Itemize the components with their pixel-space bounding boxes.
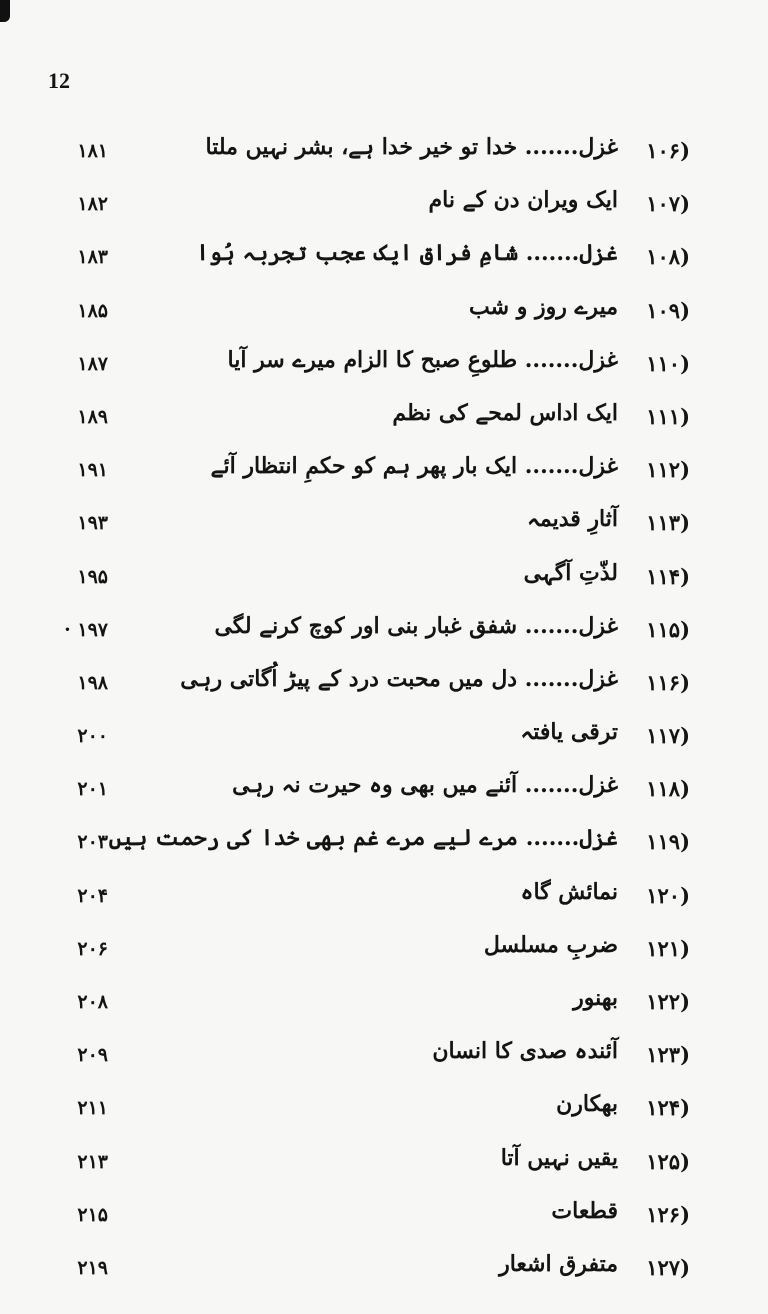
entry-title: غزل....... شفق غبار بنی اور کوچ کرنے لگی (214, 612, 618, 639)
toc-row[interactable] (0, 1196, 768, 1249)
entry-page: ۲۱۹ (77, 1256, 108, 1279)
entry-page: ۱۸۲ (77, 193, 108, 216)
entry-number: (۱۱۸ (646, 776, 690, 802)
page-number: 12 (48, 68, 70, 93)
entry-title: ترقی یافتہ (520, 719, 618, 746)
toc-row[interactable] (0, 132, 768, 185)
entry-number: (۱۲۶ (646, 1201, 690, 1227)
entry-title: نمائش گاہ (520, 878, 618, 905)
entry-page: ۱۹۵ (77, 565, 108, 588)
entry-page: ۱۹۷ · (64, 618, 108, 641)
toc-row[interactable] (0, 1249, 768, 1302)
entry-title: ضربِ مسلسل (483, 931, 618, 958)
entry-page: ۲۰۳ (77, 831, 108, 854)
entry-number: (۱۰۶ (646, 138, 690, 163)
entry-title: غزل....... آئنے میں بھی وہ حیرت نہ رہی (232, 772, 618, 799)
toc-row[interactable] (0, 345, 768, 398)
entry-number: (۱۱۴ (646, 563, 690, 589)
entry-title: غزل....... دل میں محبت درد کے پیڑ اُگاتی رہی (180, 665, 618, 692)
entry-page: ۲۰۶ (77, 937, 108, 960)
entry-number: (۱۱۷ (646, 723, 690, 749)
entry-page: ۲۰۰ (77, 725, 108, 748)
toc-row[interactable] (0, 504, 768, 557)
entry-number: (۱۲۵ (646, 1148, 690, 1174)
toc-row[interactable] (0, 877, 768, 930)
entry-title: متفرق اشعار (499, 1250, 618, 1277)
entry-number: (۱۲۳ (646, 1042, 690, 1068)
toc-row[interactable] (0, 664, 768, 717)
entry-title: لذّتِ آگہی (523, 559, 618, 586)
entry-page: ۱۸۵ (77, 299, 108, 322)
toc-row[interactable] (0, 717, 768, 770)
toc-row[interactable] (0, 238, 768, 291)
entry-title: بھنور (573, 985, 618, 1011)
toc-row[interactable] (0, 1089, 768, 1142)
entry-number: (۱۲۷ (646, 1254, 690, 1280)
entry-title: غزل....... طلوعِ صبح کا الزام میرے سر آیا (227, 346, 618, 373)
entry-page: ۲۱۱ (77, 1097, 108, 1120)
entry-number: (۱۱۹ (646, 829, 690, 855)
entry-number: (۱۱۱ (646, 403, 690, 429)
entry-title: غزل....... مرے لیے مرے غم بھی خدا کی رحمت ہیں (108, 825, 618, 852)
entry-page: ۱۸۹ (77, 405, 108, 428)
entry-number: (۱۱۵ (646, 616, 690, 642)
entry-title: میرے روز و شب (469, 293, 618, 320)
entry-number: (۱۲۰ (646, 882, 690, 908)
toc-row[interactable] (0, 1036, 768, 1089)
entry-title: آثارِ قدیمہ (526, 506, 618, 533)
entry-page: ۲۰۴ (77, 884, 108, 907)
entry-number: (۱۲۱ (646, 935, 690, 961)
entry-title: بھکارن (556, 1091, 618, 1118)
entry-title: غزل....... خدا تو خیر خدا ہے، بشر نہیں ملتا (205, 134, 618, 160)
toc-row[interactable] (0, 930, 768, 983)
toc-row[interactable] (0, 770, 768, 823)
entry-page: ۲۰۱ (77, 778, 108, 801)
entry-page: ۱۹۱ (77, 459, 108, 482)
entry-page: ۱۹۸ (77, 671, 108, 694)
toc-row[interactable] (0, 823, 768, 876)
toc-row[interactable] (0, 292, 768, 345)
entry-number: (۱۱۲ (646, 457, 690, 483)
entry-page: ۱۸۷ (77, 352, 108, 375)
entry-number: (۱۱۶ (646, 669, 690, 695)
entry-number: (۱۱۰ (646, 350, 690, 376)
toc-row[interactable] (0, 1143, 768, 1196)
entry-title: یقیں نہیں آتا (500, 1144, 618, 1171)
entry-number: (۱۱۳ (646, 510, 690, 536)
toc-row[interactable] (0, 558, 768, 611)
entry-title: آئندہ صدی کا انسان (432, 1038, 618, 1065)
entry-title: ایک اداس لمحے کی نظم (392, 399, 618, 426)
entry-number: (۱۲۴ (646, 1095, 690, 1121)
toc-row[interactable] (0, 398, 768, 451)
entry-page: ۲۰۹ (77, 1044, 108, 1067)
entry-page: ۱۹۳ (77, 512, 108, 535)
toc-row[interactable] (0, 451, 768, 504)
toc-row[interactable] (0, 611, 768, 664)
entry-number: (۱۰۸ (646, 244, 690, 270)
entry-title: غزل....... شامِ فراق ایک عجب تجربہ ہُوا (196, 240, 618, 267)
entry-page: ۱۸۱ (77, 140, 108, 162)
entry-title: غزل....... ایک بار پھر ہم کو حکمِ انتظار آئے (210, 453, 618, 480)
entry-page: ۲۰۸ (77, 991, 108, 1013)
entry-page: ۱۸۳ (77, 246, 108, 269)
entry-number: (۱۰۷ (646, 191, 690, 217)
toc-row[interactable] (0, 983, 768, 1036)
entry-page: ۲۱۳ (77, 1150, 108, 1173)
entry-number: (۱۲۲ (646, 989, 690, 1014)
page-corner-mark (0, 0, 10, 22)
entry-number: (۱۰۹ (646, 297, 690, 323)
entry-title: قطعات (551, 1197, 618, 1224)
entry-title: ایک ویران دن کے نام (428, 187, 618, 214)
table-of-contents (0, 132, 768, 1302)
toc-row[interactable] (0, 185, 768, 238)
entry-page: ۲۱۵ (77, 1203, 108, 1226)
